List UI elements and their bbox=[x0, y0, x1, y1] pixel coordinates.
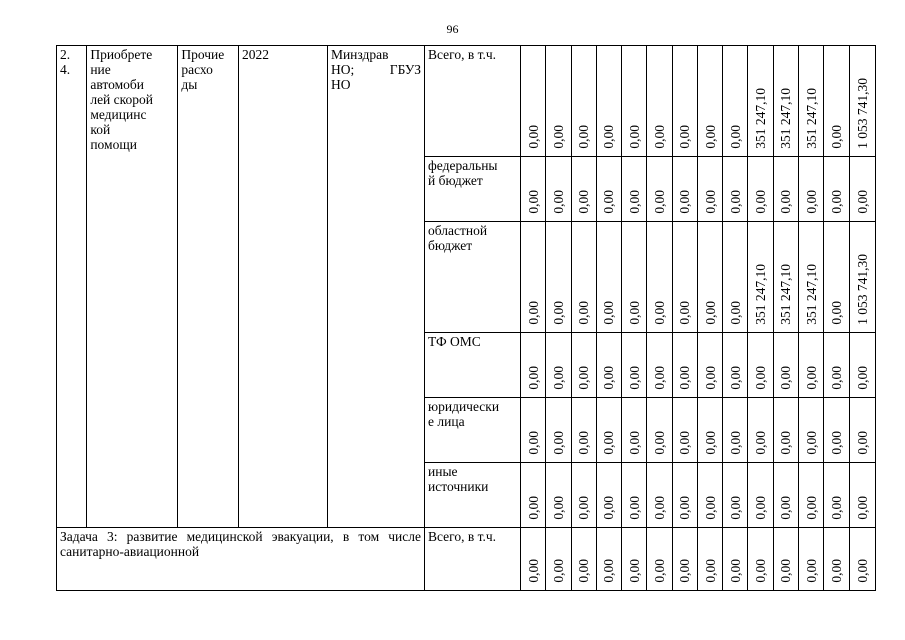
value-cell bbox=[647, 398, 672, 463]
source-label: федеральны й бюджет bbox=[425, 157, 521, 222]
value-cell bbox=[798, 157, 823, 222]
value-text: 0,00 bbox=[525, 496, 541, 520]
value-cell bbox=[723, 333, 748, 398]
value-text: 0,00 bbox=[626, 366, 642, 390]
row-number: 2. 4. bbox=[57, 46, 87, 528]
value-cell bbox=[849, 46, 875, 157]
value-text: 0,00 bbox=[626, 190, 642, 214]
value-text: 0,00 bbox=[727, 190, 743, 214]
value-cell bbox=[521, 157, 546, 222]
value-cell bbox=[723, 222, 748, 333]
value-cell bbox=[697, 528, 722, 591]
value-text: 0,00 bbox=[525, 190, 541, 214]
value-text: 0,00 bbox=[753, 190, 769, 214]
value-text: 0,00 bbox=[677, 190, 693, 214]
value-text: 0,00 bbox=[677, 125, 693, 149]
value-text: 0,00 bbox=[576, 125, 592, 149]
value-text: 0,00 bbox=[626, 301, 642, 325]
value-cell bbox=[672, 333, 697, 398]
value-text: 0,00 bbox=[854, 496, 870, 520]
value-text: 0,00 bbox=[626, 431, 642, 455]
value-text: 0,00 bbox=[727, 431, 743, 455]
value-cell bbox=[622, 463, 647, 528]
value-text: 0,00 bbox=[550, 125, 566, 149]
value-cell bbox=[647, 463, 672, 528]
value-text: 0,00 bbox=[753, 496, 769, 520]
value-text: 0,00 bbox=[576, 559, 592, 583]
value-text: 0,00 bbox=[525, 366, 541, 390]
value-cell bbox=[521, 463, 546, 528]
value-text: 0,00 bbox=[727, 366, 743, 390]
value-cell bbox=[798, 528, 823, 591]
value-text: 351 247,10 bbox=[753, 264, 769, 325]
value-text: 0,00 bbox=[803, 559, 819, 583]
value-text: 0,00 bbox=[702, 496, 718, 520]
value-cell bbox=[773, 398, 798, 463]
value-cell bbox=[723, 157, 748, 222]
value-text: 0,00 bbox=[702, 190, 718, 214]
value-text: 351 247,10 bbox=[778, 88, 794, 149]
value-text: 0,00 bbox=[677, 366, 693, 390]
value-cell bbox=[697, 398, 722, 463]
value-cell bbox=[697, 333, 722, 398]
value-text: 0,00 bbox=[601, 190, 617, 214]
value-text: 0,00 bbox=[828, 496, 844, 520]
value-cell bbox=[546, 463, 571, 528]
value-cell bbox=[773, 333, 798, 398]
value-text: 0,00 bbox=[828, 301, 844, 325]
value-text: 0,00 bbox=[803, 366, 819, 390]
item-name: Приобрете ние автомоби лей скорой медицинс кой помощи bbox=[87, 46, 178, 528]
value-cell bbox=[546, 157, 571, 222]
year: 2022 bbox=[238, 46, 327, 528]
value-text: 0,00 bbox=[727, 559, 743, 583]
value-text: 0,00 bbox=[550, 366, 566, 390]
value-text: 0,00 bbox=[677, 431, 693, 455]
value-cell bbox=[723, 463, 748, 528]
value-text: 0,00 bbox=[652, 431, 668, 455]
value-text: 1 053 741,30 bbox=[854, 78, 870, 149]
value-cell bbox=[824, 222, 849, 333]
value-cell bbox=[622, 157, 647, 222]
value-text: 0,00 bbox=[803, 431, 819, 455]
value-text: 0,00 bbox=[828, 125, 844, 149]
value-cell bbox=[672, 463, 697, 528]
value-cell bbox=[748, 222, 773, 333]
value-text: 0,00 bbox=[803, 190, 819, 214]
value-cell bbox=[596, 463, 621, 528]
value-text: 0,00 bbox=[550, 496, 566, 520]
value-cell bbox=[824, 46, 849, 157]
value-text: 0,00 bbox=[702, 559, 718, 583]
value-text: 0,00 bbox=[652, 301, 668, 325]
value-cell bbox=[571, 333, 596, 398]
value-cell bbox=[521, 46, 546, 157]
value-text: 0,00 bbox=[828, 366, 844, 390]
value-text: 0,00 bbox=[753, 366, 769, 390]
value-cell bbox=[622, 333, 647, 398]
value-text: 0,00 bbox=[550, 190, 566, 214]
task-row bbox=[57, 528, 876, 591]
value-cell bbox=[672, 222, 697, 333]
value-cell bbox=[697, 463, 722, 528]
value-text: 0,00 bbox=[626, 559, 642, 583]
value-text: 0,00 bbox=[778, 190, 794, 214]
value-cell bbox=[748, 398, 773, 463]
value-cell bbox=[596, 333, 621, 398]
value-cell bbox=[723, 398, 748, 463]
value-cell bbox=[647, 46, 672, 157]
value-text: 0,00 bbox=[677, 301, 693, 325]
value-text: 0,00 bbox=[576, 366, 592, 390]
value-text: 0,00 bbox=[854, 431, 870, 455]
value-text: 0,00 bbox=[601, 125, 617, 149]
executor: Минздрав НО; ГБУЗ НО bbox=[327, 46, 424, 528]
value-cell bbox=[571, 398, 596, 463]
value-cell bbox=[773, 222, 798, 333]
source-label: Всего, в т.ч. bbox=[425, 46, 521, 157]
source-label: иные источники bbox=[425, 463, 521, 528]
value-text: 0,00 bbox=[525, 431, 541, 455]
value-cell bbox=[798, 46, 823, 157]
value-cell bbox=[571, 46, 596, 157]
value-cell bbox=[849, 528, 875, 591]
value-text: 0,00 bbox=[576, 301, 592, 325]
value-text: 0,00 bbox=[652, 125, 668, 149]
value-text: 0,00 bbox=[828, 431, 844, 455]
source-label: областной бюджет bbox=[425, 222, 521, 333]
value-cell bbox=[571, 528, 596, 591]
value-text: 0,00 bbox=[828, 559, 844, 583]
value-cell bbox=[824, 528, 849, 591]
value-text: 0,00 bbox=[601, 559, 617, 583]
value-text: 351 247,10 bbox=[803, 88, 819, 149]
value-cell bbox=[647, 157, 672, 222]
value-text: 0,00 bbox=[778, 366, 794, 390]
value-text: 0,00 bbox=[601, 366, 617, 390]
value-cell bbox=[824, 398, 849, 463]
value-text: 351 247,10 bbox=[753, 88, 769, 149]
source-row bbox=[57, 46, 876, 157]
value-text: 0,00 bbox=[525, 559, 541, 583]
value-text: 0,00 bbox=[652, 366, 668, 390]
value-text: 0,00 bbox=[828, 190, 844, 214]
value-cell bbox=[748, 528, 773, 591]
value-cell bbox=[748, 463, 773, 528]
value-text: 0,00 bbox=[601, 301, 617, 325]
value-text: 0,00 bbox=[702, 301, 718, 325]
value-cell bbox=[824, 157, 849, 222]
value-text: 1 053 741,30 bbox=[854, 254, 870, 325]
value-text: 0,00 bbox=[854, 559, 870, 583]
value-cell bbox=[622, 398, 647, 463]
page-number: 96 bbox=[446, 22, 459, 36]
value-cell bbox=[647, 222, 672, 333]
value-text: 0,00 bbox=[550, 559, 566, 583]
value-text: 0,00 bbox=[727, 301, 743, 325]
value-cell bbox=[723, 46, 748, 157]
value-cell bbox=[622, 222, 647, 333]
value-text: 351 247,10 bbox=[803, 264, 819, 325]
value-cell bbox=[596, 398, 621, 463]
value-cell bbox=[849, 398, 875, 463]
value-cell bbox=[773, 528, 798, 591]
value-text: 0,00 bbox=[854, 366, 870, 390]
value-cell bbox=[798, 222, 823, 333]
value-cell bbox=[672, 46, 697, 157]
value-text: 0,00 bbox=[525, 125, 541, 149]
value-cell bbox=[849, 157, 875, 222]
value-cell bbox=[748, 333, 773, 398]
value-cell bbox=[798, 463, 823, 528]
value-cell bbox=[824, 333, 849, 398]
value-cell bbox=[546, 46, 571, 157]
value-cell bbox=[798, 333, 823, 398]
source-label: ТФ ОМС bbox=[425, 333, 521, 398]
value-cell bbox=[798, 398, 823, 463]
value-cell bbox=[723, 528, 748, 591]
value-text: 0,00 bbox=[525, 301, 541, 325]
value-cell bbox=[672, 528, 697, 591]
value-text: 0,00 bbox=[702, 125, 718, 149]
value-text: 0,00 bbox=[778, 559, 794, 583]
value-text: 0,00 bbox=[677, 496, 693, 520]
value-cell bbox=[546, 222, 571, 333]
value-cell bbox=[697, 46, 722, 157]
value-cell bbox=[748, 46, 773, 157]
value-cell bbox=[773, 46, 798, 157]
value-text: 0,00 bbox=[576, 431, 592, 455]
value-cell bbox=[773, 157, 798, 222]
value-text: 0,00 bbox=[576, 496, 592, 520]
value-cell bbox=[571, 157, 596, 222]
task-text: Задача 3: развитие медицинской эвакуации, в том числе санитарно-авиационной bbox=[57, 528, 425, 591]
value-cell bbox=[546, 333, 571, 398]
value-cell bbox=[697, 222, 722, 333]
value-text: 0,00 bbox=[778, 431, 794, 455]
value-text: 351 247,10 bbox=[778, 264, 794, 325]
value-cell bbox=[849, 333, 875, 398]
value-cell bbox=[521, 222, 546, 333]
value-cell bbox=[773, 463, 798, 528]
value-cell bbox=[571, 463, 596, 528]
value-cell bbox=[748, 157, 773, 222]
value-text: 0,00 bbox=[702, 431, 718, 455]
value-text: 0,00 bbox=[652, 559, 668, 583]
value-cell bbox=[824, 463, 849, 528]
value-cell bbox=[546, 398, 571, 463]
value-cell bbox=[596, 222, 621, 333]
value-text: 0,00 bbox=[753, 431, 769, 455]
value-cell bbox=[622, 528, 647, 591]
value-text: 0,00 bbox=[601, 496, 617, 520]
value-cell bbox=[596, 157, 621, 222]
value-cell bbox=[647, 528, 672, 591]
value-cell bbox=[647, 333, 672, 398]
value-text: 0,00 bbox=[652, 190, 668, 214]
value-cell bbox=[697, 157, 722, 222]
value-cell bbox=[571, 222, 596, 333]
value-text: 0,00 bbox=[854, 190, 870, 214]
value-cell bbox=[596, 46, 621, 157]
budget-table bbox=[56, 45, 876, 591]
value-text: 0,00 bbox=[753, 559, 769, 583]
value-text: 0,00 bbox=[576, 190, 592, 214]
value-text: 0,00 bbox=[550, 301, 566, 325]
value-text: 0,00 bbox=[652, 496, 668, 520]
value-text: 0,00 bbox=[727, 125, 743, 149]
value-cell bbox=[521, 398, 546, 463]
value-text: 0,00 bbox=[626, 125, 642, 149]
value-cell bbox=[596, 528, 621, 591]
value-cell bbox=[622, 46, 647, 157]
value-text: 0,00 bbox=[803, 496, 819, 520]
value-cell bbox=[546, 528, 571, 591]
value-cell bbox=[672, 398, 697, 463]
value-text: 0,00 bbox=[727, 496, 743, 520]
value-cell bbox=[849, 463, 875, 528]
value-cell bbox=[849, 222, 875, 333]
value-cell bbox=[521, 528, 546, 591]
value-text: 0,00 bbox=[677, 559, 693, 583]
source-label: юридически е лица bbox=[425, 398, 521, 463]
value-text: 0,00 bbox=[778, 496, 794, 520]
value-text: 0,00 bbox=[626, 496, 642, 520]
value-cell bbox=[672, 157, 697, 222]
value-text: 0,00 bbox=[550, 431, 566, 455]
value-cell bbox=[521, 333, 546, 398]
value-text: 0,00 bbox=[702, 366, 718, 390]
expense-type: Прочие расхо ды bbox=[178, 46, 239, 528]
task-source-label: Всего, в т.ч. bbox=[425, 528, 521, 591]
value-text: 0,00 bbox=[601, 431, 617, 455]
